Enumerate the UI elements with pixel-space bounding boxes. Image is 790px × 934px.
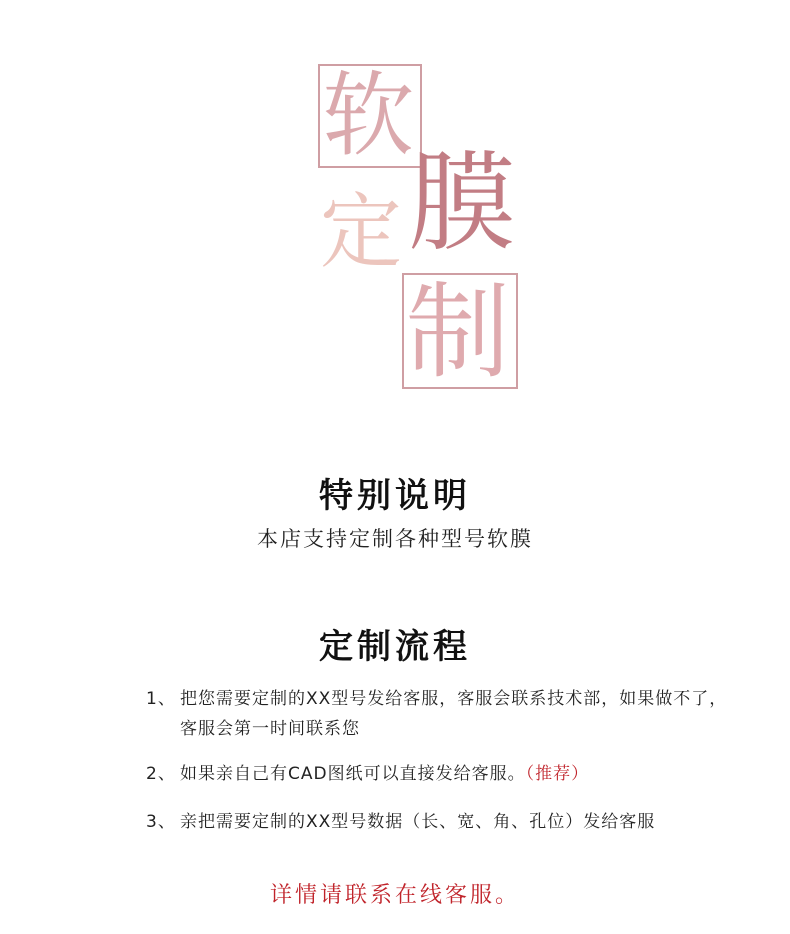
hero-char-zhi: 制 xyxy=(406,271,511,393)
hero-char-ruan: 软 xyxy=(322,62,415,169)
notice-title: 特别说明 xyxy=(319,476,471,516)
step-2-text: 如果亲自己有CAD图纸可以直接发给客服。 xyxy=(180,764,526,784)
hero-graphic xyxy=(0,0,790,420)
step-2 xyxy=(146,759,740,789)
notice-subtitle: 本店支持定制各种型号软膜 xyxy=(257,527,533,551)
step-3-text: 亲把需要定制的XX型号数据（长、宽、角、孔位）发给客服 xyxy=(180,812,656,832)
step-1-text: 把您需要定制的XX型号发给客服，客服会联系技术部，如果做不了，客服会第一时间联系您 xyxy=(180,689,728,739)
step-2-recommended-tag: （推荐） xyxy=(525,764,590,784)
step-1-number: 1、 xyxy=(146,689,176,709)
step-3-number: 3、 xyxy=(146,812,176,832)
process-title: 定制流程 xyxy=(319,627,471,667)
contact-note: 详情请联系在线客服。 xyxy=(269,883,520,908)
hero-char-mo: 膜 xyxy=(408,141,517,266)
step-1 xyxy=(146,684,740,744)
hero-char-ding: 定 xyxy=(320,185,403,280)
step-2-number: 2、 xyxy=(146,764,176,784)
step-3 xyxy=(146,807,740,837)
